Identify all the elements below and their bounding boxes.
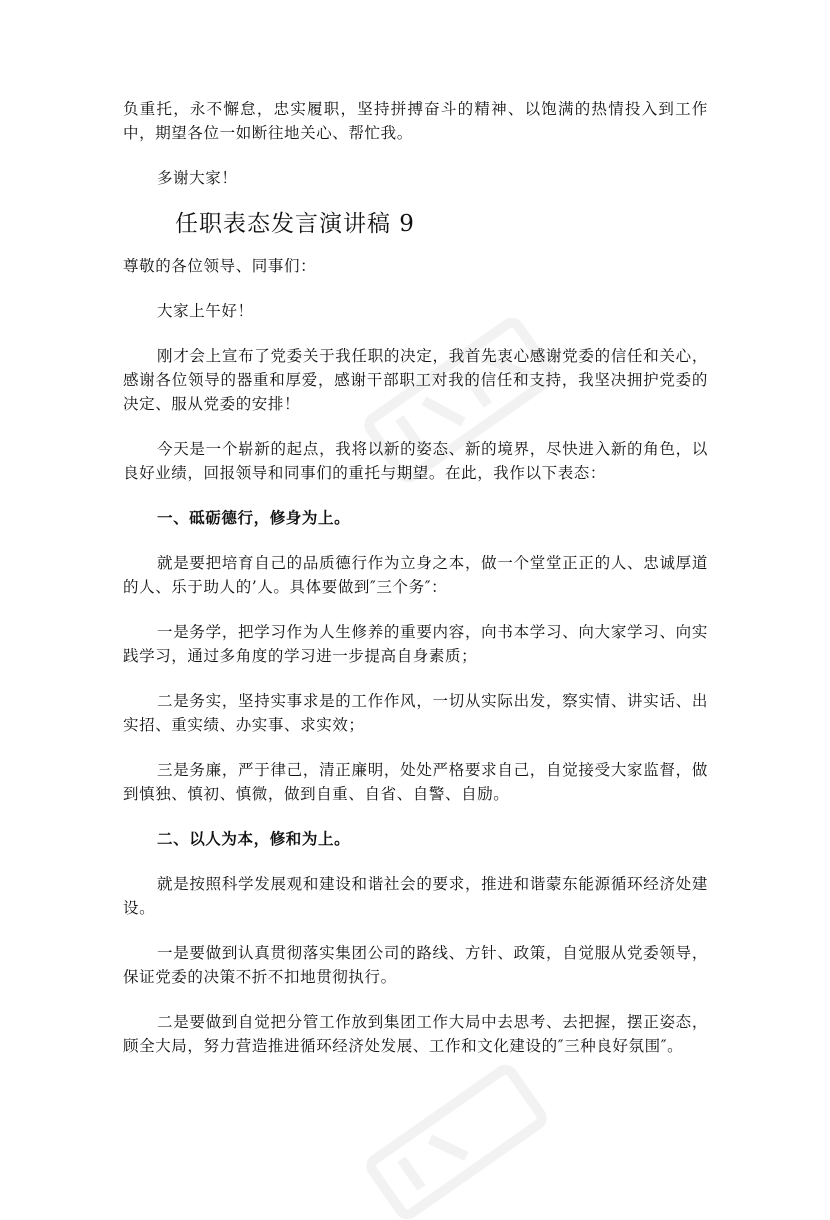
paragraph-salutation: 尊敬的各位领导、同事们： [123,257,317,275]
paragraph-character: 就是要把培育自己的品质德行作为立身之本，做一个堂堂正正的人、忠诚厚道的人、乐于助人的’人。具体要做到″三个务″： [123,554,708,596]
paragraph-study: 一是务学，把学习作为人生修养的重要内容，向书本学习、向大家学习、向实践学习，通过多角度的学习进一步提高自身素质； [123,623,708,665]
paragraph-greeting: 大家上午好！ [157,302,254,320]
paragraph-implement: 一是要做到认真贯彻落实集团公司的路线、方针、政策，自觉服从党委领导，保证党委的决策不折不扣地贯彻执行。 [123,944,708,986]
watermark-logo-bottom [340,1060,570,1220]
paragraph-integrity: 三是务廉，严于律己，清正廉明，处处严格要求自己，自觉接受大家监督，做到慎独、慎初、慎微，做到自重、自省、自警、自励。 [123,761,708,803]
paragraph-overall: 二是要做到自觉把分管工作放到集团工作大局中去思考、去把握，摆正姿态，顾全大局，努力营造推进循环经济处发展、工作和文化建设的″三种良好氛围″。 [123,1013,708,1055]
paragraph-appointment: 刚才会上宣布了党委关于我任职的决定，我首先衷心感谢党委的信任和关心，感谢各位领导的器重和厚爱，感谢干部职工对我的信任和支持，我坚决拥护党委的决定、服从党委的安排！ [123,347,708,413]
paragraph-practical: 二是务实，坚持实事求是的工作作风，一切从实际出发，察实情、讲实话、出实招、重实绩、办实事、求实效； [123,692,708,734]
section-title: 任职表态发言演讲稿 9 [175,211,415,237]
paragraph-thanks: 多谢大家！ [157,169,238,187]
paragraph-continuation: 负重托，永不懈怠，忠实履职，坚持拼搏奋斗的精神、以饱满的热情投入到工作中，期望各位一如断往地关心、帮忙我。 [123,100,708,142]
paragraph-new-start: 今天是一个崭新的起点，我将以新的姿态、新的境界，尽快进入新的角色，以良好业绩，回报领导和同事们的重托与期望。在此，我作以下表态： [123,440,708,482]
paragraph-harmony: 就是按照科学发展观和建设和谐社会的要求，推进和谐蒙东能源循环经济处建设。 [123,875,708,917]
document-body [123,97,708,1058]
subheading-virtue: 一、砥砺德行，修身为上。 [157,508,351,527]
subheading-people: 二、以人为本，修和为上。 [157,829,351,848]
